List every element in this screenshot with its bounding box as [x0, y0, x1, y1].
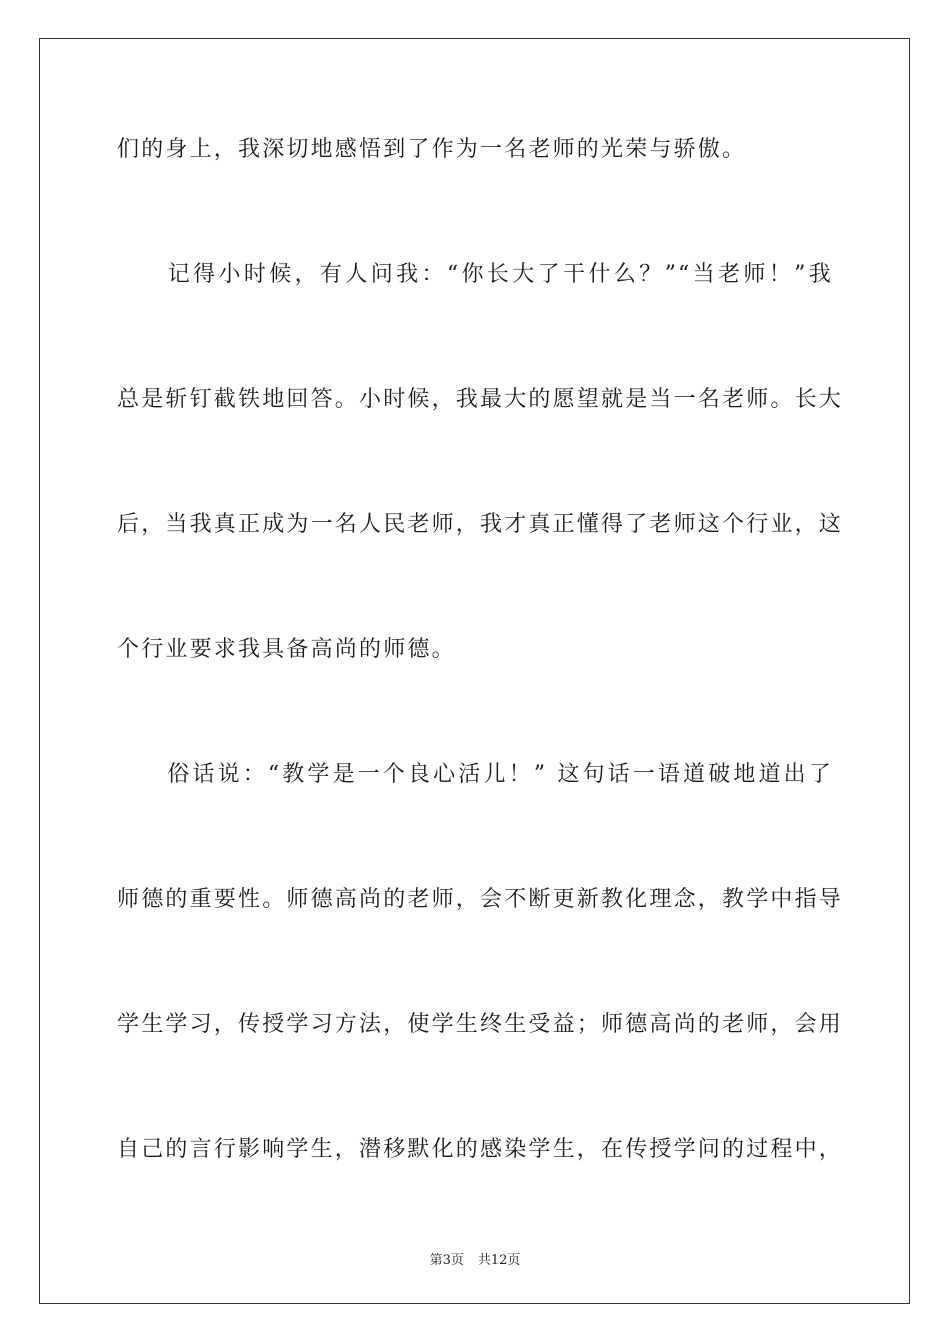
- paragraph-line: 总是斩钉截铁地回答。小时候，我最大的愿望就是当一名老师。长大: [117, 387, 844, 412]
- page-total: 共12页: [477, 1253, 521, 1268]
- paragraph-line: 师德的重要性。师德高尚的老师，会不断更新教化理念，教学中指导: [117, 887, 844, 912]
- paragraph-line: 个行业要求我具备高尚的师德。: [117, 637, 456, 662]
- paragraph-line: 自己的言行影响学生，潜移默化的感染学生，在传授学问的过程中，: [117, 1137, 844, 1162]
- paragraph-line: 们的身上，我深切地感悟到了作为一名老师的光荣与骄傲。: [117, 137, 747, 162]
- paragraph-line: 记得小时候，有人问我：“你长大了干什么？”“当老师！”我: [117, 262, 833, 287]
- page-number: 第3页: [429, 1253, 464, 1268]
- page-border: [39, 38, 910, 1304]
- paragraph-line: 俗话说：“教学是一个良心活儿！” 这句话一语道破地道出了: [117, 762, 833, 787]
- page-footer: [0, 1249, 950, 1268]
- paragraph-line: 后，当我真正成为一名人民老师，我才真正懂得了老师这个行业，这: [117, 512, 844, 537]
- paragraph-line: 学生学习，传授学习方法，使学生终生受益；师德高尚的老师，会用: [117, 1012, 844, 1037]
